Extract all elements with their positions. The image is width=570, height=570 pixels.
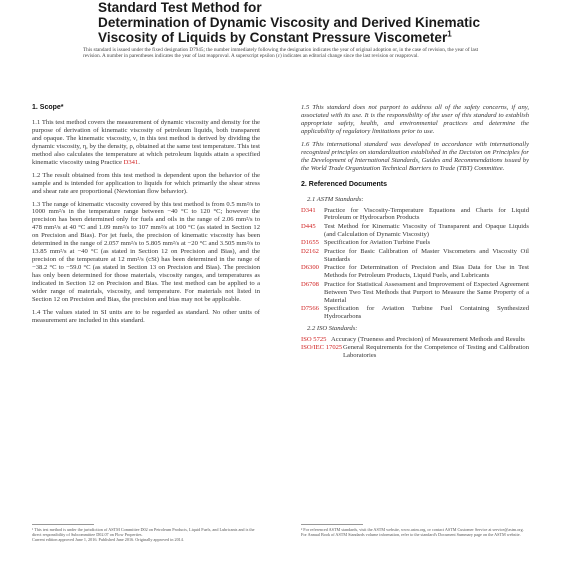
designation-notice: This standard is issued under the fixed designation D7945; the number immediately following the designation indicates the year of original adoption or, in the case of revision, the year of last revision. A number in parentheses indicates the year of last reapproval. A superscript epsilon (ε) indicates an editorial change since the last revision or reapproval. bbox=[83, 47, 479, 60]
right-footnotes bbox=[301, 527, 529, 537]
reference-code[interactable]: D6708 bbox=[301, 280, 319, 288]
reference-title: Practice for Determination of Precision and Bias Data for Use in Test Methods for Petroleum Products, Liquid Fuels, and Lubricants bbox=[324, 264, 529, 280]
reference-item bbox=[301, 281, 529, 305]
iso-standards-heading: 2.2 ISO Standards: bbox=[307, 324, 358, 332]
title-line-1: Standard Test Method for bbox=[98, 0, 262, 15]
footnote-1: ¹ This test method is under the jurisdiction of ASTM Committee D02 on Petroleum Products, Liquid Fuels, and Lubricants and is the direct responsibility of Subcommittee D02.07 on Flow Properties. bbox=[32, 527, 255, 538]
scope-heading: 1. Scope* bbox=[32, 104, 64, 111]
title-footnote-mark: 1 bbox=[447, 29, 452, 39]
reference-title: Specification for Aviation Turbine Fuel Containing Synthesized Hydrocarbons bbox=[324, 304, 529, 320]
right-column bbox=[301, 104, 529, 361]
reference-item bbox=[301, 223, 529, 239]
paragraph-1-3: 1.3 The range of kinematic viscosity covered by this test method is from 0.5 mm²/s to 1000 mm²/s in the temperature range between −40 °C to 120 °C; however the precision has been determined only for fuels and oils in the range of 2.06 mm²/s to 478 mm²/s at 40 °C and 1.09 mm²/s to 107 mm²/s at 100 °C (as stated in Section 12 on Precision and Bias). For jet fuels, the precision of kinematic viscosity has been determined in the range of 2.057 mm²/s to 5.805 mm²/s at −20 °C and 3.505 mm²/s to 13.85 mm²/s at −40 °C (as stated in Section 12 on Precision and Bias), and the precision of the temperature at 12 mm²/s (cSt) has been determined in the range of −38.2 °C to −59.0 °C (as stated in Section 13 on Precision and Bias). The precision has only been determined for those materials, viscosity ranges, and temperatures as indicated in Section 12 on Precision and Bias. The test method can be applied to a wider range of materials, viscosity, and temperature. For materials not listed in Section 12 on Precision and Bias, the precision and bias may not be applicable. bbox=[32, 200, 260, 303]
reference-item bbox=[301, 264, 529, 280]
left-footnotes bbox=[32, 527, 260, 542]
paragraph-1-2: 1.2 The result obtained from this test method is dependent upon the behavior of the sample and is intended for application to liquids for which primarily the shear stress and shear rate are proportional (Newtonian flow behavior). bbox=[32, 171, 260, 195]
referenced-documents-heading: 2. Referenced Documents bbox=[301, 180, 387, 188]
reference-title: Practice for Basic Calibration of Master Viscometers and Viscosity Oil Standards bbox=[324, 247, 529, 263]
reference-code[interactable]: D2162 bbox=[301, 247, 319, 255]
title-line-2: Determination of Dynamic Viscosity and Derived Kinematic bbox=[98, 15, 480, 30]
footnote-divider-left bbox=[32, 524, 94, 525]
reference-title: Practice for Viscosity-Temperature Equations and Charts for Liquid Petroleum or Hydrocarbon Products bbox=[324, 206, 529, 222]
reference-title: General Requirements for the Competence of Testing and Calibration Laboratories bbox=[343, 344, 529, 360]
title-line-3-text: Viscosity of Liquids by Constant Pressure Viscometer bbox=[98, 30, 448, 45]
reference-code[interactable]: D1655 bbox=[301, 239, 319, 247]
reference-code[interactable]: ISO 5725 bbox=[301, 335, 327, 343]
footnote-2: ² For referenced ASTM standards, visit the ASTM website, www.astm.org, or contact ASTM Customer Service at service@astm.org. For Annual Book of ASTM Standards volume information, refer to the standard's Document Summary page on the ASTM website. bbox=[301, 527, 524, 538]
reference-item bbox=[301, 239, 529, 247]
reference-item bbox=[301, 207, 529, 223]
paragraph-1-1-text: 1.1 This test method covers the measurement of dynamic viscosity and density for the purpose of derivation of kinematic viscosity of petroleum liquids, both transparent and opaque. The kinematic viscosity, ν, in this test method is derived by dividing the dynamic viscosity, η, by the density, ρ, obtained at the same test temperature. This test method also calculates the temperature at which petroleum liquids attain a specified kinematic viscosity using Practice bbox=[32, 118, 260, 166]
reference-title: Test Method for Kinematic Viscosity of Transparent and Opaque Liquids (and Calculation of Dynamic Viscosity) bbox=[324, 222, 529, 238]
reference-title: Specification for Aviation Turbine Fuels bbox=[324, 239, 431, 247]
ref-link-d341[interactable]: D341 bbox=[123, 158, 139, 166]
paragraph-1-6: 1.6 This international standard was developed in accordance with internationally recognized principles on standardization established in the Decision on Principles for the Development of International Standards, Guides and Recommendations issued by the World Trade Organization Technical Barriers to Trade (TBT) Committee. bbox=[301, 140, 529, 172]
paragraph-1-5: 1.5 This standard does not purport to address all of the safety concerns, if any, associated with its use. It is the responsibility of the user of this standard to establish appropriate safety, health, and environmental practices and determine the applicability of regulatory limitations prior to use. bbox=[301, 104, 529, 135]
reference-title: Accuracy (Trueness and Precision) of Measurement Methods and Results bbox=[331, 335, 525, 343]
iso-reference-list bbox=[301, 336, 529, 360]
reference-code[interactable]: D445 bbox=[301, 222, 316, 230]
reference-code[interactable]: D341 bbox=[301, 206, 316, 214]
footnote-divider-right bbox=[301, 524, 363, 525]
reference-code[interactable]: D6300 bbox=[301, 264, 319, 272]
reference-item bbox=[301, 305, 529, 321]
astm-standards-heading: 2.1 ASTM Standards: bbox=[307, 195, 364, 203]
paragraph-1-4: 1.4 The values stated in SI units are to be regarded as standard. No other units of measurement are included in this standard. bbox=[32, 308, 260, 324]
reference-item bbox=[301, 344, 529, 360]
footnote-1-edition: Current edition approved June 1, 2016. Published June 2016. Originally approved in 2014. bbox=[32, 537, 184, 543]
left-column bbox=[32, 104, 260, 330]
paragraph-1-1: 1.1 This test method covers the measurement of dynamic viscosity and density for the purpose of derivation of kinematic viscosity of petroleum liquids, both transparent and opaque. The kinematic viscosity, ν, in this test method is derived by dividing the dynamic viscosity, η, by the density, ρ, obtained at the same test temperature. This test method also calculates the temperature at which petroleum liquids attain a specified kinematic viscosity using Practice D341. bbox=[32, 118, 260, 166]
reference-item bbox=[301, 336, 529, 344]
reference-title: Practice for Statistical Assessment and Improvement of Expected Agreement Between Two Test Methods that Purport to Measure the Same Property of a Material bbox=[324, 280, 529, 304]
reference-code[interactable]: D7566 bbox=[301, 304, 319, 312]
astm-reference-list bbox=[301, 207, 529, 321]
reference-code[interactable]: ISO/IEC 17025 bbox=[301, 344, 343, 352]
document-title bbox=[98, 0, 518, 45]
title-line-3 bbox=[98, 30, 518, 45]
reference-item bbox=[301, 248, 529, 264]
